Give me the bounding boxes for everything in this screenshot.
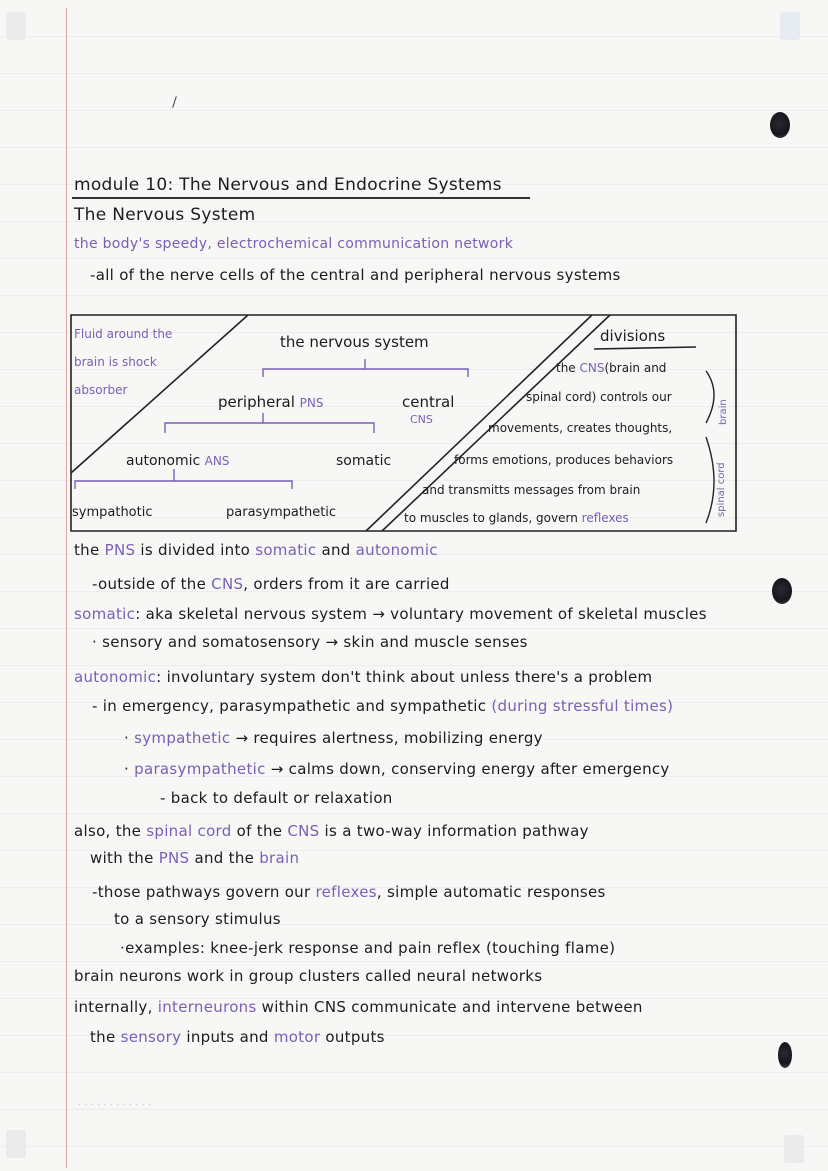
autonomic-label: autonomic (126, 453, 201, 469)
note-text: of the (231, 822, 288, 840)
highlighted-term: somatic (74, 605, 136, 623)
note-line (90, 849, 299, 867)
pen-mark (172, 96, 177, 108)
note-text: within CNS communicate and intervene between (256, 998, 643, 1016)
note-text: , simple automatic responses (376, 883, 606, 901)
divisions-line: spinal cord) controls our (526, 390, 672, 404)
highlighted-term: (during stressful times) (491, 697, 674, 715)
note-text: the (74, 541, 105, 559)
autonomic-node (126, 453, 229, 469)
note-text: also, the (74, 822, 147, 840)
note-line (92, 575, 450, 593)
scan-corner-mark (780, 12, 800, 40)
side-note-line: brain is shock (74, 355, 157, 369)
binder-hole (770, 112, 790, 138)
peripheral-node (218, 393, 324, 411)
note-text: - back to default or relaxation (160, 789, 393, 807)
binder-hole (772, 578, 792, 604)
note-line (74, 822, 589, 840)
note-text: brain neurons work in group clusters called neural networks (74, 967, 543, 985)
sympathetic-node: sympathotic (72, 505, 153, 520)
highlighted-term: CNS (211, 575, 244, 593)
divisions-line: movements, creates thoughts, (488, 421, 673, 435)
note-text: internally, (74, 998, 158, 1016)
side-note-line: absorber (74, 383, 128, 397)
highlighted-term: autonomic (355, 541, 438, 559)
highlighted-term: interneurons (157, 998, 257, 1016)
note-text: is a two-way information pathway (319, 822, 589, 840)
highlighted-term: PNS (158, 849, 190, 867)
central-node: central (402, 393, 455, 411)
note-line (120, 939, 615, 957)
note-text: · sensory and somatosensory → skin and muscle senses (92, 633, 528, 651)
scan-corner-mark (6, 12, 26, 40)
definition-point: -all of the nerve cells of the central and peripheral nervous systems (90, 266, 621, 284)
note-line (92, 883, 606, 901)
note-line (90, 1028, 385, 1046)
note-text: -those pathways govern our (92, 883, 316, 901)
highlighted-term: somatic (255, 541, 317, 559)
divisions-line: the CNS(brain and (556, 361, 667, 375)
highlighted-term: autonomic (74, 668, 157, 686)
scan-corner-mark (6, 1130, 26, 1158)
parasympathetic-node: parasympathetic (226, 505, 337, 520)
margin-line (66, 8, 67, 1168)
highlighted-term: reflexes (315, 883, 377, 901)
note-text: is divided into (135, 541, 256, 559)
note-text: and (316, 541, 356, 559)
highlighted-term: sensory (120, 1028, 182, 1046)
brace-label-brain: brain (718, 399, 729, 425)
note-text: inputs and (181, 1028, 274, 1046)
note-text: : aka skeletal nervous system → voluntary movement of skeletal muscles (135, 605, 707, 623)
highlighted-term: sympathetic (134, 729, 231, 747)
highlighted-term: motor (273, 1028, 321, 1046)
note-line (114, 910, 281, 928)
somatic-node: somatic (336, 453, 392, 469)
bleed-through-text: · · · · · · · · · · · · (78, 1100, 152, 1111)
note-text: → requires alertness, mobilizing energy (230, 729, 543, 747)
highlighted-term: parasympathetic (134, 760, 266, 778)
note-line (124, 760, 670, 778)
divisions-line: forms emotions, produces behaviors (454, 453, 674, 467)
note-line (74, 668, 652, 686)
highlighted-term: CNS (287, 822, 320, 840)
side-note-line: Fluid around the (74, 327, 173, 341)
note-text: and the (189, 849, 260, 867)
cns-abbr: CNS (410, 413, 433, 426)
peripheral-label: peripheral (218, 393, 295, 411)
note-text: ·examples: knee-jerk response and pain reflex (touching flame) (120, 939, 616, 957)
note-text: : involuntary system don't think about unless there's a problem (156, 668, 653, 686)
section-heading: The Nervous System (74, 205, 256, 225)
scan-corner-mark (784, 1135, 804, 1163)
page-title: module 10: The Nervous and Endocrine Systems (74, 175, 502, 195)
pns-abbr: PNS (299, 396, 324, 410)
note-line (74, 541, 438, 559)
note-line (74, 998, 643, 1016)
note-text: - in emergency, parasympathetic and sympathetic (92, 697, 492, 715)
note-text: with the (90, 849, 159, 867)
binder-hole (778, 1042, 792, 1068)
brace-label-spinal-cord: spinal cord (716, 462, 727, 517)
note-line (92, 697, 673, 715)
nervous-system-diagram (70, 313, 738, 535)
note-line (74, 967, 542, 985)
note-text: outputs (320, 1028, 385, 1046)
note-line (74, 605, 707, 623)
ans-abbr: ANS (204, 454, 230, 468)
note-line (124, 729, 543, 747)
note-text: to a sensory stimulus (114, 910, 281, 928)
divisions-heading: divisions (600, 327, 666, 345)
root-node: the nervous system (280, 333, 429, 351)
note-text: → calms down, conserving energy after emergency (265, 760, 670, 778)
title-underline (72, 197, 530, 199)
highlighted-term: brain (259, 849, 300, 867)
definition: the body's speedy, electrochemical communication network (74, 236, 514, 252)
divisions-line: and transmitts messages from brain (422, 483, 641, 497)
highlighted-term: spinal cord (146, 822, 232, 840)
note-text: -outside of the (92, 575, 212, 593)
note-text: the (90, 1028, 121, 1046)
note-text: · (124, 729, 135, 747)
divisions-line: to muscles to glands, govern reflexes (404, 511, 629, 525)
note-text: , orders from it are carried (243, 575, 450, 593)
note-line (92, 633, 528, 651)
note-text: · (124, 760, 135, 778)
highlighted-term: PNS (104, 541, 136, 559)
note-line (160, 789, 393, 807)
